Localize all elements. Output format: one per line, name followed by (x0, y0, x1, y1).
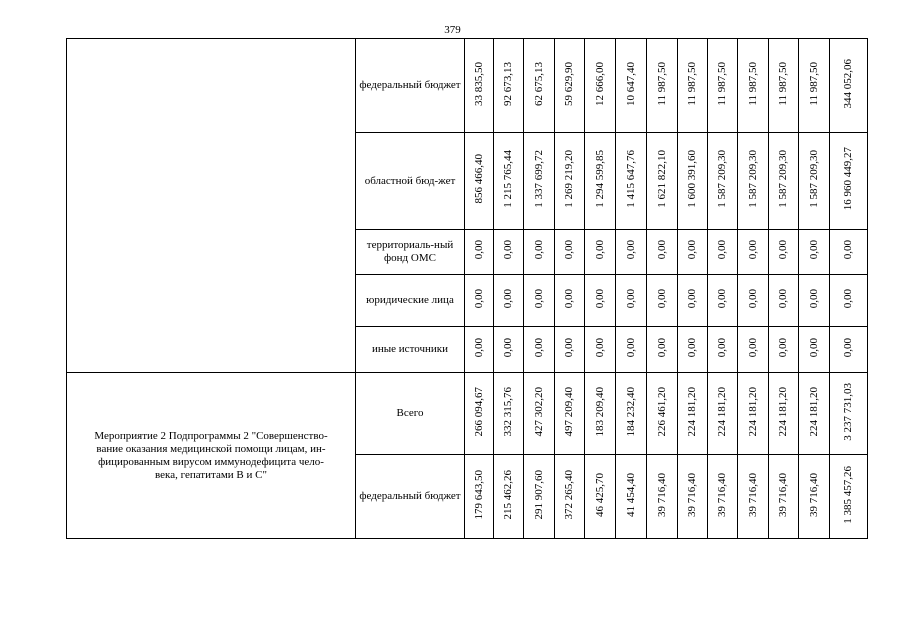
year-value-cell (678, 275, 708, 327)
year-value-cell (524, 373, 555, 455)
value-text: 0,00 (716, 288, 728, 309)
value-text: 0,00 (746, 240, 759, 260)
value-text: 1 215 765,44 (502, 150, 514, 208)
value-text: 1 587 209,30 (746, 150, 759, 208)
year-value-cell (585, 327, 616, 373)
value-text: 0,00 (624, 288, 637, 309)
year-value-cell (524, 230, 555, 275)
value-text: 226 461,20 (655, 386, 668, 437)
value-text: 0,00 (777, 337, 789, 358)
value-text: 0,00 (532, 240, 545, 260)
year-value-cell (738, 39, 769, 133)
value-text: 0,00 (842, 337, 854, 358)
year-value-cell (555, 275, 585, 327)
year-value-cell (738, 275, 769, 327)
value-text: 12 666,00 (593, 61, 606, 106)
value-text: 224 181,20 (686, 386, 698, 437)
year-value-cell (555, 133, 585, 230)
year-value-cell (647, 275, 678, 327)
funding-source-label: территориаль-ный фонд ОМС (356, 230, 465, 275)
measure-title-line: века, гепатитами В и С" (155, 468, 267, 481)
value-text: 0,00 (624, 240, 637, 260)
value-text: 0,00 (807, 337, 820, 358)
value-text: 0,00 (746, 288, 759, 309)
year-value-cell (555, 373, 585, 455)
year-value-cell (678, 133, 708, 230)
year-value-cell (769, 133, 799, 230)
year-value-cell (799, 275, 830, 327)
value-text: 0,00 (842, 288, 854, 309)
year-value-cell (585, 373, 616, 455)
value-text: 266 094,67 (472, 386, 485, 437)
value-text: 183 209,40 (593, 386, 606, 437)
year-value-cell (769, 327, 799, 373)
year-value-cell (616, 327, 647, 373)
value-text: 1 587 209,30 (716, 150, 728, 208)
year-value-cell (738, 327, 769, 373)
value-text: 291 907,60 (532, 469, 545, 520)
value-text: 0,00 (655, 288, 668, 309)
value-text: 39 716,40 (746, 472, 759, 517)
value-text: 0,00 (746, 337, 759, 358)
value-text: 0,00 (777, 288, 789, 309)
value-text: 344 052,06 (842, 58, 854, 109)
value-text: 497 209,40 (563, 386, 575, 437)
value-text: 0,00 (593, 288, 606, 309)
value-text: 33 835,50 (472, 61, 485, 106)
value-text: 1 621 822,10 (655, 150, 668, 208)
value-text: 0,00 (472, 288, 485, 309)
year-value-cell (616, 373, 647, 455)
value-text: 0,00 (502, 240, 514, 260)
value-text: 11 987,50 (807, 61, 820, 106)
funding-source-label: Всего (356, 373, 465, 455)
table-row (67, 39, 868, 133)
page-number: 379 (444, 24, 461, 36)
year-value-cell (647, 327, 678, 373)
value-text: 0,00 (563, 240, 575, 260)
value-text: 59 629,90 (563, 61, 575, 106)
value-text: 224 181,20 (777, 386, 789, 437)
year-value-cell (769, 230, 799, 275)
value-text: 224 181,20 (746, 386, 759, 437)
year-value-cell (738, 133, 769, 230)
measure-title (67, 430, 355, 482)
total-value-cell (830, 275, 868, 327)
value-text: 62 675,13 (532, 61, 545, 106)
value-text: 0,00 (472, 337, 485, 358)
value-text: 11 987,50 (686, 61, 698, 106)
year-value-cell (799, 327, 830, 373)
value-text: 0,00 (716, 337, 728, 358)
year-value-cell (799, 230, 830, 275)
year-value-cell (494, 327, 524, 373)
value-text: 372 265,40 (563, 469, 575, 520)
year-value-cell (465, 133, 494, 230)
year-value-cell (678, 455, 708, 539)
year-value-cell (678, 373, 708, 455)
value-text: 0,00 (563, 288, 575, 309)
value-text: 0,00 (807, 288, 820, 309)
year-value-cell (769, 455, 799, 539)
value-text: 0,00 (686, 288, 698, 309)
year-value-cell (585, 455, 616, 539)
value-text: 0,00 (502, 337, 514, 358)
year-value-cell (494, 275, 524, 327)
year-value-cell (465, 275, 494, 327)
total-value-cell (830, 133, 868, 230)
value-text: 1 600 391,60 (686, 150, 698, 208)
year-value-cell (555, 39, 585, 133)
year-value-cell (494, 373, 524, 455)
value-text: 16 960 449,27 (842, 147, 854, 211)
total-value-cell (830, 327, 868, 373)
year-value-cell (494, 39, 524, 133)
year-value-cell (678, 230, 708, 275)
value-text: 0,00 (777, 240, 789, 260)
funding-source-label: юридические лица (356, 275, 465, 327)
year-value-cell (678, 39, 708, 133)
value-text: 0,00 (686, 337, 698, 358)
year-value-cell (678, 327, 708, 373)
value-text: 215 462,26 (502, 469, 514, 520)
empty-measure-cell (67, 39, 356, 373)
year-value-cell (647, 455, 678, 539)
value-text: 1 337 699,72 (532, 150, 545, 208)
value-text: 11 987,50 (777, 61, 789, 106)
funding-source-label: федеральный бюджет (356, 455, 465, 539)
total-value-cell (830, 373, 868, 455)
funding-source-label: областной бюд-жет (356, 133, 465, 230)
value-text: 0,00 (624, 337, 637, 358)
value-text: 0,00 (655, 240, 668, 260)
year-value-cell (799, 455, 830, 539)
year-value-cell (555, 327, 585, 373)
value-text: 46 425,70 (593, 472, 606, 517)
value-text: 0,00 (502, 288, 514, 309)
value-text: 0,00 (655, 337, 668, 358)
value-text: 39 716,40 (655, 472, 668, 517)
funding-source-label: иные источники (356, 327, 465, 373)
value-text: 3 237 731,03 (842, 382, 854, 441)
value-text: 11 987,50 (655, 61, 668, 106)
table-row (67, 373, 868, 455)
value-text: 39 716,40 (686, 472, 698, 517)
value-text: 0,00 (563, 337, 575, 358)
year-value-cell (647, 373, 678, 455)
year-value-cell (738, 455, 769, 539)
value-text: 0,00 (532, 337, 545, 358)
value-text: 0,00 (686, 240, 698, 260)
year-value-cell (616, 133, 647, 230)
year-value-cell (799, 39, 830, 133)
year-value-cell (585, 275, 616, 327)
year-value-cell (708, 455, 738, 539)
year-value-cell (555, 455, 585, 539)
year-value-cell (738, 230, 769, 275)
year-value-cell (465, 373, 494, 455)
year-value-cell (465, 455, 494, 539)
year-value-cell (769, 39, 799, 133)
year-value-cell (524, 275, 555, 327)
funding-source-label: федеральный бюджет (356, 39, 465, 133)
total-value-cell (830, 230, 868, 275)
year-value-cell (799, 133, 830, 230)
year-value-cell (738, 373, 769, 455)
year-value-cell (708, 327, 738, 373)
year-value-cell (465, 39, 494, 133)
year-value-cell (708, 39, 738, 133)
year-value-cell (524, 39, 555, 133)
value-text: 1 294 599,85 (593, 150, 606, 208)
value-text: 92 673,13 (502, 61, 514, 106)
measure-title-cell (67, 373, 356, 539)
value-text: 39 716,40 (807, 472, 820, 517)
year-value-cell (647, 133, 678, 230)
year-value-cell (524, 327, 555, 373)
year-value-cell (616, 455, 647, 539)
year-value-cell (524, 455, 555, 539)
value-text: 41 454,40 (624, 472, 637, 517)
value-text: 332 315,76 (502, 386, 514, 437)
value-text: 10 647,40 (624, 61, 637, 106)
value-text: 0,00 (807, 240, 820, 260)
year-value-cell (616, 275, 647, 327)
value-text: 224 181,20 (807, 386, 820, 437)
year-value-cell (769, 275, 799, 327)
measure-title-line: вание оказания медицинской помощи лицам, ин- (96, 442, 326, 455)
value-text: 0,00 (593, 240, 606, 260)
year-value-cell (647, 39, 678, 133)
measure-title-line: фицированным вирусом иммунодефицита чело- (98, 455, 324, 468)
year-value-cell (465, 230, 494, 275)
year-value-cell (769, 373, 799, 455)
year-value-cell (494, 455, 524, 539)
year-value-cell (494, 133, 524, 230)
value-text: 224 181,20 (716, 386, 728, 437)
year-value-cell (799, 373, 830, 455)
value-text: 1 587 209,30 (807, 150, 820, 208)
year-value-cell (708, 133, 738, 230)
year-value-cell (585, 230, 616, 275)
year-value-cell (465, 327, 494, 373)
year-value-cell (616, 230, 647, 275)
value-text: 11 987,50 (716, 61, 728, 106)
value-text: 39 716,40 (777, 472, 789, 517)
total-value-cell (830, 39, 868, 133)
value-text: 184 232,40 (624, 386, 637, 437)
measure-title-line: Мероприятие 2 Подпрограммы 2 "Совершенство- (94, 429, 328, 442)
value-text: 179 643,50 (472, 469, 485, 520)
value-text: 0,00 (842, 240, 854, 260)
total-value-cell (830, 455, 868, 539)
year-value-cell (585, 133, 616, 230)
value-text: 1 385 457,26 (842, 465, 854, 524)
value-text: 0,00 (532, 288, 545, 309)
value-text: 0,00 (472, 240, 485, 260)
year-value-cell (708, 230, 738, 275)
year-value-cell (647, 230, 678, 275)
value-text: 427 302,20 (532, 386, 545, 437)
value-text: 39 716,40 (716, 472, 728, 517)
year-value-cell (585, 39, 616, 133)
value-text: 0,00 (593, 337, 606, 358)
year-value-cell (494, 230, 524, 275)
value-text: 856 466,40 (472, 154, 485, 204)
budget-table (66, 38, 868, 539)
value-text: 0,00 (716, 240, 728, 260)
year-value-cell (555, 230, 585, 275)
year-value-cell (524, 133, 555, 230)
year-value-cell (616, 39, 647, 133)
year-value-cell (708, 373, 738, 455)
value-text: 1 587 209,30 (777, 150, 789, 208)
table-body (67, 39, 868, 539)
value-text: 1 269 219,20 (563, 150, 575, 208)
year-value-cell (708, 275, 738, 327)
value-text: 11 987,50 (746, 61, 759, 106)
value-text: 1 415 647,76 (624, 150, 637, 208)
